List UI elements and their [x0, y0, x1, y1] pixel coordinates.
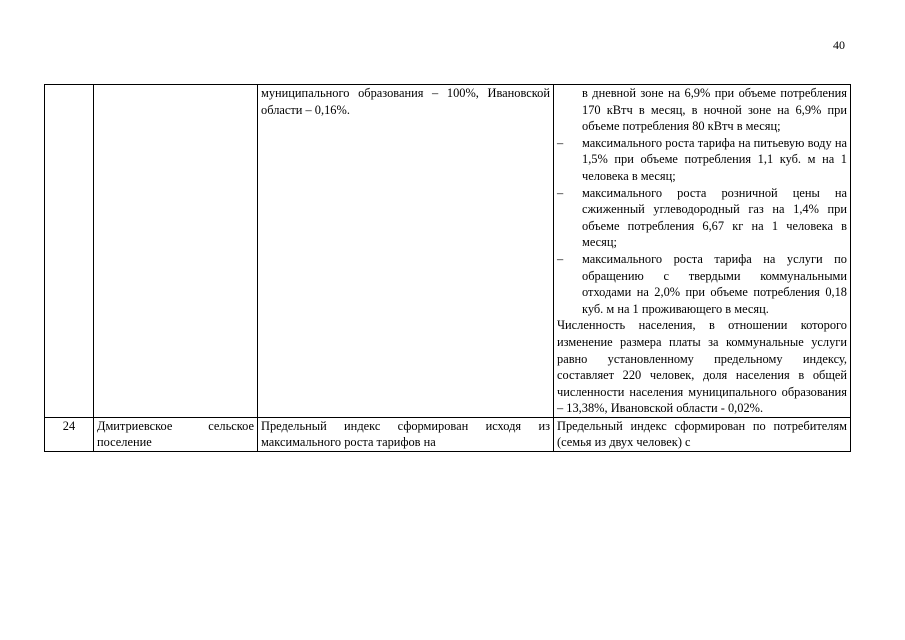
index-basis-text: муниципального образования – 100%, Ивановской области – 0,16%. — [261, 86, 550, 117]
row-number-cell — [45, 85, 94, 418]
bullet-continuation-text: в дневной зоне на 6,9% при объеме потребления 170 кВтч в месяц, в ночной зоне на 6,9% при объеме потребления 80 кВтч в месяц; — [582, 86, 847, 134]
list-item-text: максимального роста розничной цены на сжиженный углеводородный газ на 1,4% при объеме потребления 6,67 кг на 1 человека в месяц; — [582, 185, 847, 250]
population-paragraph: Численность населения, в отношении которого изменение размера платы за коммунальные услуги равно установленному предельному индексу, составляет 220 человек, доля населения в общей численности населения муниципального образования – 13,38%, Ивановской области - 0,02%. — [557, 318, 847, 416]
table-row — [45, 417, 851, 451]
list-item — [557, 185, 847, 251]
dash-marker: – — [557, 251, 564, 266]
index-basis-cell — [258, 85, 554, 418]
index-details-cell: Предельный индекс сформирован по потребителям (семья из двух человек) с — [554, 417, 851, 451]
table-row — [45, 85, 851, 418]
page-number: 40 — [833, 38, 845, 52]
tariff-index-table — [44, 84, 851, 452]
dash-marker: – — [557, 185, 564, 200]
list-item-text: максимального роста тарифа на услуги по обращению с твердыми коммунальными отходами на 2,0% при объеме потребления 0,18 куб. м на 1 проживающего в месяц. — [582, 251, 847, 316]
index-basis-cell: Предельный индекс сформирован исходя из максимального роста тарифов на — [258, 417, 554, 451]
list-item — [557, 251, 847, 317]
tariff-bullet-list — [557, 135, 847, 318]
list-item-text: максимального роста тарифа на питьевую воду на 1,5% при объеме потребления 1,1 куб. м на 1 человека в месяц; — [582, 135, 847, 183]
municipality-name-cell — [94, 85, 258, 418]
row-number-cell: 24 — [45, 417, 94, 451]
list-item — [557, 135, 847, 185]
municipality-name-cell: Дмитриевское сельское поселение — [94, 417, 258, 451]
index-details-cell — [554, 85, 851, 418]
dash-marker: – — [557, 135, 564, 150]
